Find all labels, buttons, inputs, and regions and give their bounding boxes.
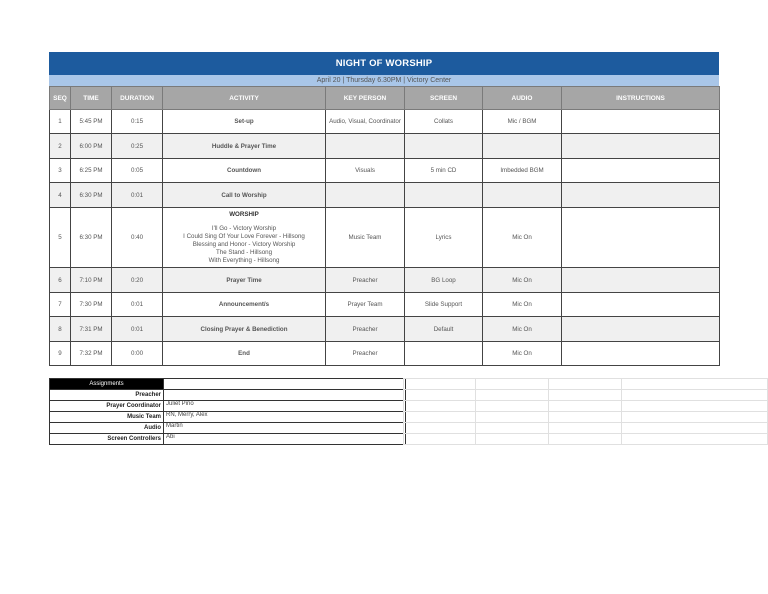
- assignment-row: [50, 423, 406, 434]
- duration-cell: 0:15: [112, 110, 163, 134]
- seq-cell: 5: [50, 208, 71, 268]
- seq-cell: 4: [50, 183, 71, 208]
- activity-cell: [163, 208, 326, 268]
- instructions-cell[interactable]: [562, 342, 720, 366]
- key-person-cell: [326, 134, 405, 159]
- song-item: I Could Sing Of Your Love Forever - Hillsong: [183, 232, 305, 240]
- instructions-cell[interactable]: [562, 110, 720, 134]
- key-person-cell: Preacher: [326, 342, 405, 366]
- table-row: [50, 342, 720, 366]
- duration-cell: 0:40: [112, 208, 163, 268]
- assignment-row: [50, 412, 406, 423]
- instructions-cell[interactable]: [562, 159, 720, 183]
- audio-cell: [483, 183, 562, 208]
- assignment-value[interactable]: Abi: [164, 434, 406, 445]
- empty-grid-cells: [403, 378, 768, 445]
- time-cell: 7:32 PM: [71, 342, 112, 366]
- time-cell: 5:45 PM: [71, 110, 112, 134]
- screen-cell: [405, 342, 483, 366]
- screen-cell: [405, 134, 483, 159]
- activity-cell: Closing Prayer & Benediction: [163, 317, 326, 342]
- time-cell: 6:00 PM: [71, 134, 112, 159]
- activity-cell: Prayer Time: [163, 268, 326, 293]
- event-subtitle: April 20 | Thursday 6.30PM | Victory Center: [49, 75, 719, 86]
- duration-cell: 0:01: [112, 293, 163, 317]
- key-person-cell: Prayer Team: [326, 293, 405, 317]
- seq-cell: 3: [50, 159, 71, 183]
- audio-cell: Mic On: [483, 293, 562, 317]
- assignments-header-row: [50, 379, 406, 390]
- instructions-cell[interactable]: [562, 183, 720, 208]
- screen-cell: BG Loop: [405, 268, 483, 293]
- screen-cell: Default: [405, 317, 483, 342]
- screen-cell: [405, 183, 483, 208]
- instructions-cell[interactable]: [562, 208, 720, 268]
- seq-cell: 6: [50, 268, 71, 293]
- run-of-show-sheet: [49, 52, 719, 366]
- song-list: [165, 225, 323, 265]
- time-cell: 6:30 PM: [71, 183, 112, 208]
- col-header-activity: ACTIVITY: [163, 87, 326, 110]
- audio-cell: Mic On: [483, 268, 562, 293]
- audio-cell: Mic / BGM: [483, 110, 562, 134]
- assignment-value[interactable]: [164, 390, 406, 401]
- seq-cell: 1: [50, 110, 71, 134]
- seq-cell: 2: [50, 134, 71, 159]
- instructions-cell[interactable]: [562, 293, 720, 317]
- assignment-value[interactable]: Martin: [164, 423, 406, 434]
- assignments-heading: Assignments: [50, 379, 164, 390]
- assignment-row: [50, 434, 406, 445]
- table-row: [50, 268, 720, 293]
- activity-cell: Call to Worship: [163, 183, 326, 208]
- audio-cell: [483, 134, 562, 159]
- song-item: Blessing and Honor - Victory Worship: [192, 240, 296, 248]
- assignment-value[interactable]: RN, Merry, Alex: [164, 412, 406, 423]
- audio-cell: Mic On: [483, 208, 562, 268]
- col-header-duration: DURATION: [112, 87, 163, 110]
- col-header-instructions: INSTRUCTIONS: [562, 87, 720, 110]
- key-person-cell: Audio, Visual, Coordinator: [326, 110, 405, 134]
- col-header-key-person: KEY PERSON: [326, 87, 405, 110]
- audio-cell: Mic On: [483, 317, 562, 342]
- audio-cell: Imbedded BGM: [483, 159, 562, 183]
- time-cell: 6:25 PM: [71, 159, 112, 183]
- assignments-header-blank: [164, 379, 406, 390]
- assignment-label: Screen Controllers: [50, 434, 164, 445]
- key-person-cell: Music Team: [326, 208, 405, 268]
- screen-cell: 5 min CD: [405, 159, 483, 183]
- song-item: The Stand - Hillsong: [215, 248, 273, 256]
- table-row: [50, 159, 720, 183]
- assignments-table: [49, 378, 406, 445]
- table-row: [50, 317, 720, 342]
- table-row: [50, 134, 720, 159]
- table-row: [50, 183, 720, 208]
- duration-cell: 0:25: [112, 134, 163, 159]
- screen-cell: Collats: [405, 110, 483, 134]
- audio-cell: Mic On: [483, 342, 562, 366]
- time-cell: 6:30 PM: [71, 208, 112, 268]
- activity-cell: Announcement/s: [163, 293, 326, 317]
- key-person-cell: [326, 183, 405, 208]
- time-cell: 7:31 PM: [71, 317, 112, 342]
- table-row: [50, 208, 720, 268]
- table-row: [50, 110, 720, 134]
- activity-cell: Set-up: [163, 110, 326, 134]
- assignment-row: [50, 401, 406, 412]
- assignment-label: Music Team: [50, 412, 164, 423]
- schedule-header-row: [50, 87, 720, 110]
- activity-cell: Countdown: [163, 159, 326, 183]
- col-header-screen: SCREEN: [405, 87, 483, 110]
- assignment-row: [50, 390, 406, 401]
- seq-cell: 7: [50, 293, 71, 317]
- duration-cell: 0:01: [112, 183, 163, 208]
- duration-cell: 0:05: [112, 159, 163, 183]
- screen-cell: Slide Support: [405, 293, 483, 317]
- time-cell: 7:10 PM: [71, 268, 112, 293]
- seq-cell: 9: [50, 342, 71, 366]
- screen-cell: Lyrics: [405, 208, 483, 268]
- duration-cell: 0:20: [112, 268, 163, 293]
- song-item: I'll Go - Victory Worship: [211, 224, 277, 232]
- duration-cell: 0:01: [112, 317, 163, 342]
- activity-cell: Huddle & Prayer Time: [163, 134, 326, 159]
- key-person-cell: Visuals: [326, 159, 405, 183]
- assignment-label: Audio: [50, 423, 164, 434]
- time-cell: 7:30 PM: [71, 293, 112, 317]
- assignment-value[interactable]: Juliet Pino: [164, 401, 406, 412]
- activity-cell: End: [163, 342, 326, 366]
- table-row: [50, 293, 720, 317]
- instructions-cell[interactable]: [562, 317, 720, 342]
- col-header-seq: SEQ: [50, 87, 71, 110]
- key-person-cell: Preacher: [326, 268, 405, 293]
- seq-cell: 8: [50, 317, 71, 342]
- schedule-table: [49, 86, 720, 366]
- assignment-label: Prayer Coordinator: [50, 401, 164, 412]
- instructions-cell[interactable]: [562, 268, 720, 293]
- col-header-audio: AUDIO: [483, 87, 562, 110]
- instructions-cell[interactable]: [562, 134, 720, 159]
- event-title: NIGHT OF WORSHIP: [49, 52, 719, 75]
- col-header-time: TIME: [71, 87, 112, 110]
- key-person-cell: Preacher: [326, 317, 405, 342]
- worship-heading: WORSHIP: [229, 210, 259, 218]
- duration-cell: 0:00: [112, 342, 163, 366]
- assignment-label: Preacher: [50, 390, 164, 401]
- song-item: With Everything - Hillsong: [208, 256, 280, 264]
